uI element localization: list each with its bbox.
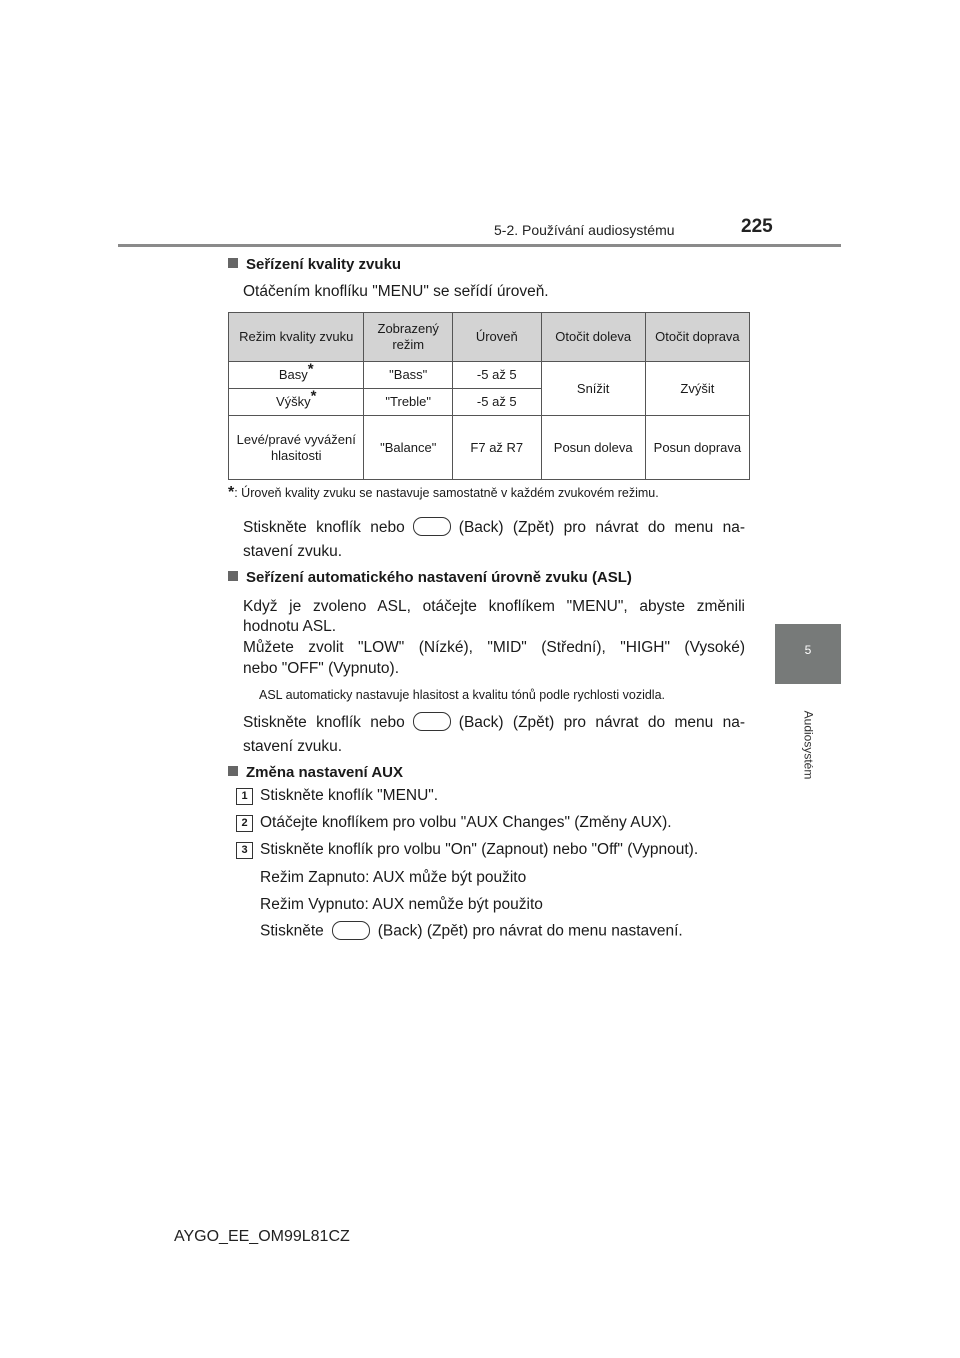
table-header-cell: Otočit doleva: [541, 313, 645, 362]
asl-text-line: Můžete zvolit "LOW" (Nízké), "MID" (Střední), "HIGH" (Vysoké): [243, 639, 745, 656]
aux-heading: [228, 764, 403, 781]
document-code: AYGO_EE_OM99L81CZ: [174, 1228, 350, 1245]
table-footnote: [228, 484, 659, 502]
back-button-icon: [332, 921, 370, 940]
text: Stiskněte knoflík nebo: [243, 714, 405, 731]
header-divider: [118, 244, 841, 247]
step-text: Otáčejte knoflíkem pro volbu "AUX Changes" (Změny AUX).: [260, 814, 672, 831]
heading-text: Seřízení kvality zvuku: [246, 256, 402, 273]
table-header-cell: Otočit doprava: [645, 313, 749, 362]
table-row: [229, 416, 750, 480]
sound-quality-intro: Otáčením knoflíku "MENU" se seřídí úroveň.: [243, 283, 549, 300]
table-cell: [229, 362, 364, 389]
text: (Back) (Zpět) pro návrat do menu na-: [458, 714, 746, 731]
table-cell: "Bass": [364, 362, 453, 389]
sound-quality-heading: [228, 256, 401, 273]
table-cell: "Balance": [364, 416, 453, 480]
asl-text-line: hodnotu ASL.: [243, 618, 337, 635]
text: Stiskněte: [260, 922, 324, 940]
back-instruction-line2: stavení zvuku.: [243, 543, 343, 560]
square-bullet-icon: [228, 258, 238, 268]
back-button-icon: [413, 517, 451, 536]
step-number-box: 3: [236, 842, 253, 859]
square-bullet-icon: [228, 766, 238, 776]
footnote-marker: *: [228, 484, 235, 501]
footnote-marker: *: [310, 387, 317, 405]
asl-heading: [228, 569, 632, 586]
back-instruction-line: [243, 711, 745, 735]
table-cell: Posun doleva: [541, 416, 645, 480]
header-section-title: 5-2. Používání audiosystému: [494, 222, 675, 238]
square-bullet-icon: [228, 571, 238, 581]
mode-on-text: Režim Zapnuto: AUX může být použito: [260, 869, 527, 886]
table-cell: Snížit: [541, 362, 645, 416]
table-cell: -5 až 5: [453, 362, 542, 389]
cell-text: Výšky: [275, 394, 311, 409]
table-cell: Posun doprava: [645, 416, 749, 480]
text: Stiskněte knoflík nebo: [243, 519, 405, 536]
back-instruction-line: [243, 516, 745, 540]
chapter-label-container: [765, 690, 851, 800]
table-header-cell: Zobrazený režim: [364, 313, 453, 362]
text: (Back) (Zpět) pro návrat do menu nastavení.: [377, 922, 683, 940]
table-header-cell: Úroveň: [453, 313, 542, 362]
heading-text: Změna nastavení AUX: [246, 764, 403, 781]
step-text: Stiskněte knoflík "MENU".: [260, 787, 439, 804]
chapter-number: 5: [804, 643, 812, 657]
chapter-label: Audiosystém: [800, 710, 815, 780]
step-number-box: 1: [236, 788, 253, 805]
asl-text-line: Když je zvoleno ASL, otáčejte knoflíkem "MENU", abyste změnili: [243, 598, 745, 615]
step-number-box: 2: [236, 815, 253, 832]
table-cell: F7 až R7: [453, 416, 542, 480]
asl-small-note: ASL automaticky nastavuje hlasitost a kvalitu tónů podle rychlosti vozidla.: [259, 688, 665, 702]
back-button-icon: [413, 712, 451, 731]
table-cell: Zvýšit: [645, 362, 749, 416]
step-text: Stiskněte knoflík pro volbu "On" (Zapnout) nebo "Off" (Vypnout).: [260, 841, 699, 858]
footnote-marker: *: [307, 360, 314, 378]
sound-quality-table: [228, 312, 750, 480]
table-cell: Levé/pravé vyvážení hlasitosti: [229, 416, 364, 480]
text: (Back) (Zpět) pro návrat do menu na-: [458, 519, 746, 536]
back-instruction-line2: stavení zvuku.: [243, 738, 343, 755]
page-number: 225: [741, 216, 773, 237]
mode-off-text: Režim Vypnuto: AUX nemůže být použito: [260, 896, 543, 913]
cell-text: Basy: [278, 367, 308, 382]
heading-text: Seřízení automatického nastavení úrovně zvuku (ASL): [246, 569, 632, 586]
table-cell: [229, 389, 364, 416]
aux-back-instruction: [260, 922, 683, 941]
asl-text-line: nebo "OFF" (Vypnuto).: [243, 660, 400, 677]
table-header-cell: Režim kvality zvuku: [229, 313, 364, 362]
table-header-row: [229, 313, 750, 362]
table-cell: "Treble": [364, 389, 453, 416]
footnote-text: : Úroveň kvality zvuku se nastavuje samostatně v každém zvukovém režimu.: [234, 486, 659, 500]
table-cell: -5 až 5: [453, 389, 542, 416]
table-row: [229, 362, 750, 389]
